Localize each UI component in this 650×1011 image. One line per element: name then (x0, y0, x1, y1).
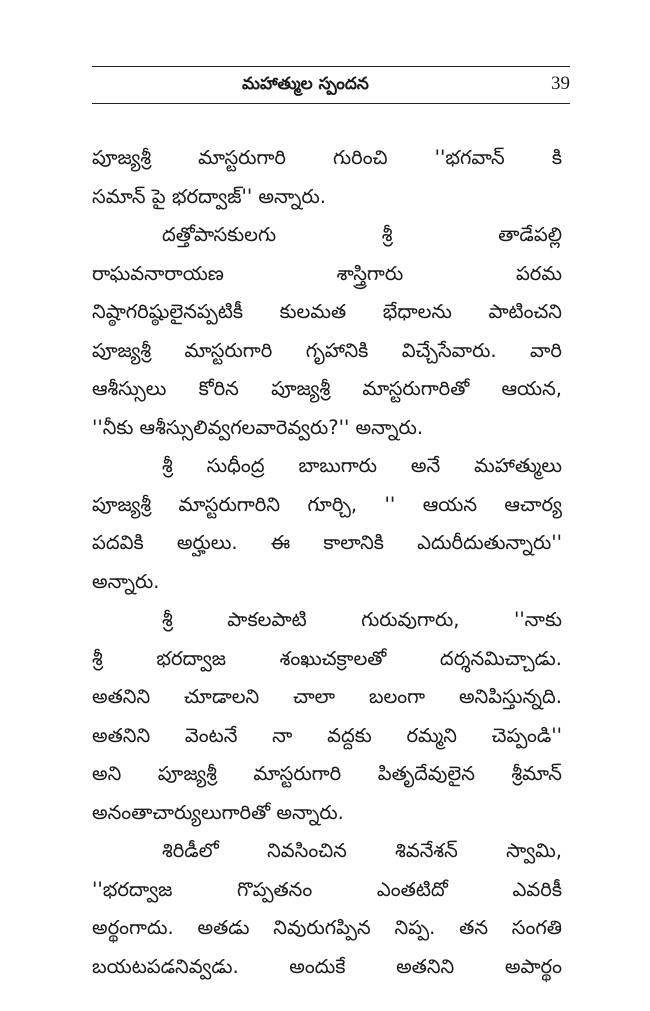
text-line: అతనిని చూడాలని చాలా బలంగా అనిపిస్తున్నది. (92, 685, 562, 708)
text-line: దత్తోపాసకులగు శ్రీ తాడేపల్లి (162, 223, 562, 246)
text-line: శిరిడీలో నివసించిన శివనేశన్ స్వామి, (162, 839, 562, 862)
text-line: పూజ్యశ్రీ మాస్టరుగారి గురించి ''భగవాన్ కి (92, 146, 562, 169)
text-line: శ్రీ పాకలపాటి గురువుగారు, ''నాకు (162, 608, 562, 631)
text-line: పూజ్యశ్రీ మాస్టరుగారి గృహానికి విచ్చేసేవారు. వారి (92, 338, 562, 362)
text-line: శ్రీ సుధీంద్ర బాబుగారు అనే మహాత్ములు (162, 454, 562, 477)
page-number: 39 (551, 73, 570, 94)
text-line: శ్రీ భరద్వాజ శంఖుచక్రాలతో దర్శనమిచ్చాడు. (92, 646, 562, 670)
text-line: రాఘవనారాయణ శాస్త్రిగారు పరమ (92, 261, 562, 285)
page-header (92, 66, 570, 104)
running-title: మహాత్ముల స్పందన (242, 74, 369, 94)
text-line: పూజ్యశ్రీ మాస్టరుగారిని గూర్చి, '' ఆయన ఆచార్య (92, 492, 562, 516)
text-line: ఆశీస్సులు కోరిన పూజ్యశ్రీ మాస్టరుగారితో ఆయన, (92, 377, 562, 400)
text-line: అతనిని వెంటనే నా వద్దకు రమ్మని చెప్పండి'' (92, 723, 562, 747)
text-line: నిష్ఠాగరిష్ఠులైనప్పటికీ కులమత భేధాలను పాటించని (92, 300, 562, 323)
text-line: అన్నారు. (92, 569, 160, 593)
body-text (92, 139, 562, 986)
text-line: అర్థంగాదు. అతడు నివురుగప్పిన నిప్ప. తన సంగతి (92, 916, 562, 939)
text-line: బయటపడనివ్వడు. అందుకే అతనిని అపార్థం (92, 954, 562, 978)
text-line: ''భరద్వాజ గొప్పతనం ఎంతటిదో ఎవరికీ (92, 877, 562, 901)
header-bottom-rule (92, 103, 570, 104)
text-line: సమాన్ పై భరద్వాజ్'' అన్నారు. (92, 184, 326, 208)
text-line: పదవికి అర్హులు. ఈ కాలానికి ఎదురీదుతున్నారు'' (92, 531, 562, 554)
text-line: ''నీకు ఆశీస్సులివ్వగలవారెవ్వరు?'' అన్నారు. (92, 415, 424, 439)
header-top-rule (92, 66, 570, 67)
text-line: అనంతాచార్యులుగారితో అన్నారు. (92, 800, 344, 824)
text-line: అని పూజ్యశ్రీ మాస్టరుగారి పితృదేవులైన శ్రీమాన్ (92, 762, 562, 785)
